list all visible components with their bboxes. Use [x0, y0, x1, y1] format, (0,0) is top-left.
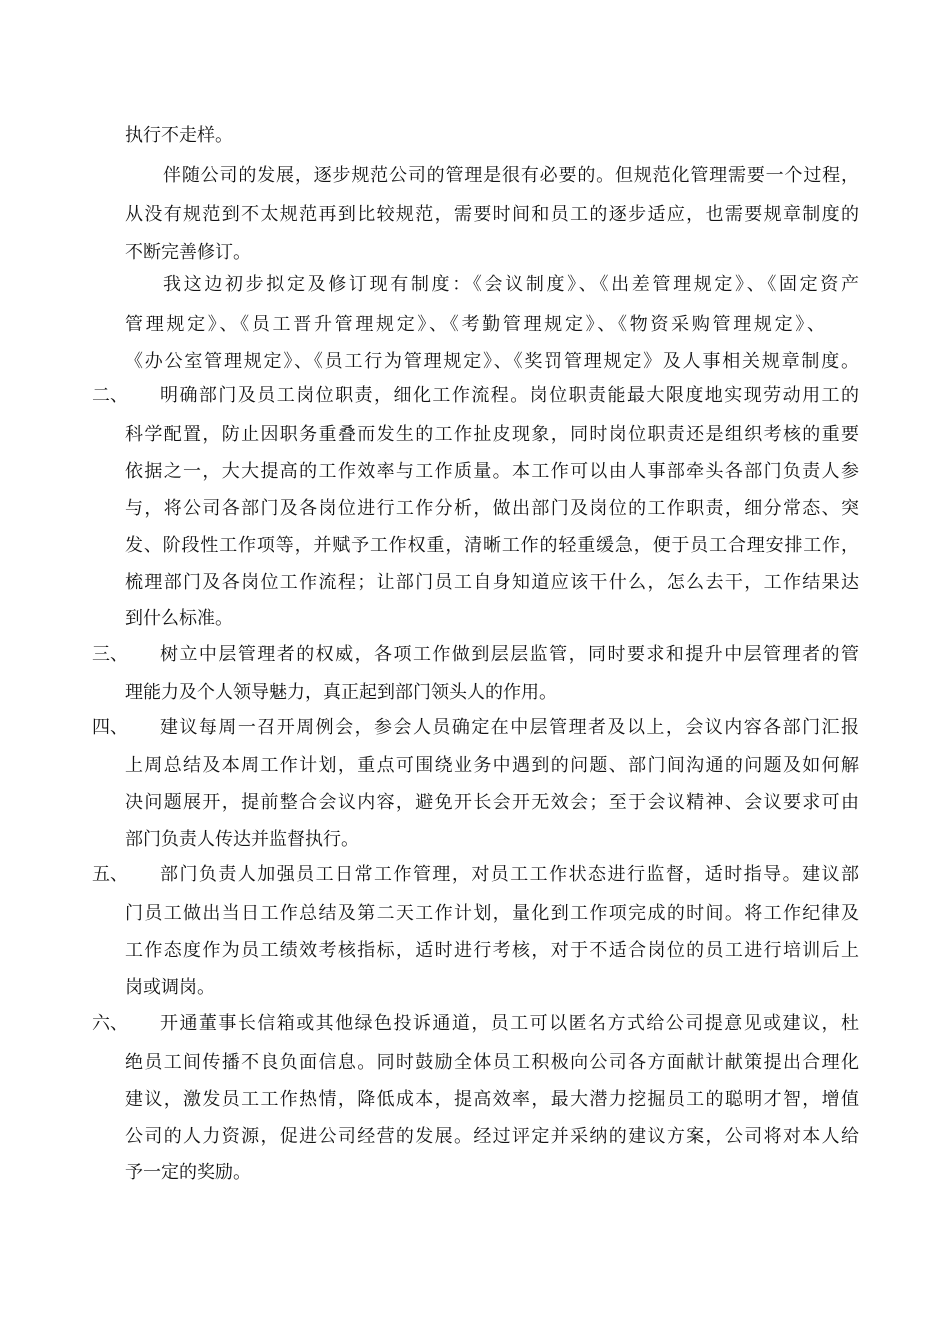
section-number: 五、 — [92, 864, 128, 885]
paragraph-line: 从没有规范到不太规范再到比较规范，需要时间和员工的逐步适应，也需要规章制度的 — [125, 204, 859, 225]
continuation-text: 执行不走样。 — [125, 125, 233, 146]
section-line: 予一定的奖励。 — [125, 1162, 251, 1183]
section-line: 理能力及个人领导魅力，真正起到部门领头人的作用。 — [125, 682, 557, 703]
paragraph-line: 不断完善修订。 — [125, 242, 251, 263]
section-line: 梳理部门及各岗位工作流程；让部门员工自身知道应该干什么，怎么去干，工作结果达 — [125, 572, 859, 593]
section-line: 部门负责人传达并监督执行。 — [125, 829, 359, 850]
section-line: 建议每周一召开周例会，参会人员确定在中层管理者及以上，会议内容各部门汇报 — [160, 717, 859, 738]
section-line: 发、阶段性工作项等，并赋予工作权重，清晰工作的轻重缓急，便于员工合理安排工作， — [125, 535, 859, 556]
paragraph-line: 伴随公司的发展，逐步规范公司的管理是很有必要的。但规范化管理需要一个过程， — [163, 165, 859, 186]
section-line: 科学配置，防止因职务重叠而发生的工作扯皮现象，同时岗位职责还是组织考核的重要 — [125, 424, 859, 445]
section-line: 决问题展开，提前整合会议内容，避免开长会开无效会；至于会议精神、会议要求可由 — [125, 792, 859, 813]
section-line: 建议，激发员工工作热情，降低成本，提高效率，最大潜力挖掘员工的聪明才智，增值 — [125, 1089, 859, 1110]
section-number: 三、 — [92, 644, 128, 665]
section-line: 树立中层管理者的权威，各项工作做到层层监管，同时要求和提升中层管理者的管 — [160, 644, 859, 665]
section-line: 与，将公司各部门及各岗位进行工作分析，做出部门及岗位的工作职责，细分常态、突 — [125, 498, 859, 519]
section-line: 公司的人力资源，促进公司经营的发展。经过评定并采纳的建议方案，公司将对本人给 — [125, 1126, 859, 1147]
section-line: 绝员工间传播不良负面信息。同时鼓励全体员工积极向公司各方面献计献策提出合理化 — [125, 1052, 859, 1073]
section-line: 上周总结及本周工作计划，重点可围绕业务中遇到的问题、部门间沟通的问题及如何解 — [125, 755, 859, 776]
paragraph-line: 我这边初步拟定及修订现有制度：《会议制度》、《出差管理规定》、《固定资产 — [163, 274, 859, 295]
section-number: 二、 — [92, 385, 128, 406]
section-line: 明确部门及员工岗位职责，细化工作流程。岗位职责能最大限度地实现劳动用工的 — [160, 385, 859, 406]
section-number: 四、 — [92, 717, 128, 738]
section-number: 六、 — [92, 1013, 128, 1034]
section-line: 部门负责人加强员工日常工作管理，对员工工作状态进行监督，适时指导。建议部 — [160, 864, 859, 885]
section-line: 门员工做出当日工作总结及第二天工作计划，量化到工作项完成的时间。将工作纪律及 — [125, 903, 859, 924]
paragraph-line: 管理规定》、《员工晋升管理规定》、《考勤管理规定》、《物资采购管理规定》、 — [125, 314, 825, 335]
paragraph-line: 《办公室管理规定》、《员工行为管理规定》、《奖罚管理规定》及人事相关规章制度。 — [125, 351, 859, 372]
section-line: 岗或调岗。 — [125, 977, 215, 998]
section-line: 到什么标准。 — [125, 608, 233, 629]
section-line: 依据之一，大大提高的工作效率与工作质量。本工作可以由人事部牵头各部门负责人参 — [125, 461, 859, 482]
section-line: 工作态度作为员工绩效考核指标，适时进行考核，对于不适合岗位的员工进行培训后上 — [125, 940, 859, 961]
section-line: 开通董事长信箱或其他绿色投诉通道，员工可以匿名方式给公司提意见或建议，杜 — [160, 1013, 859, 1034]
